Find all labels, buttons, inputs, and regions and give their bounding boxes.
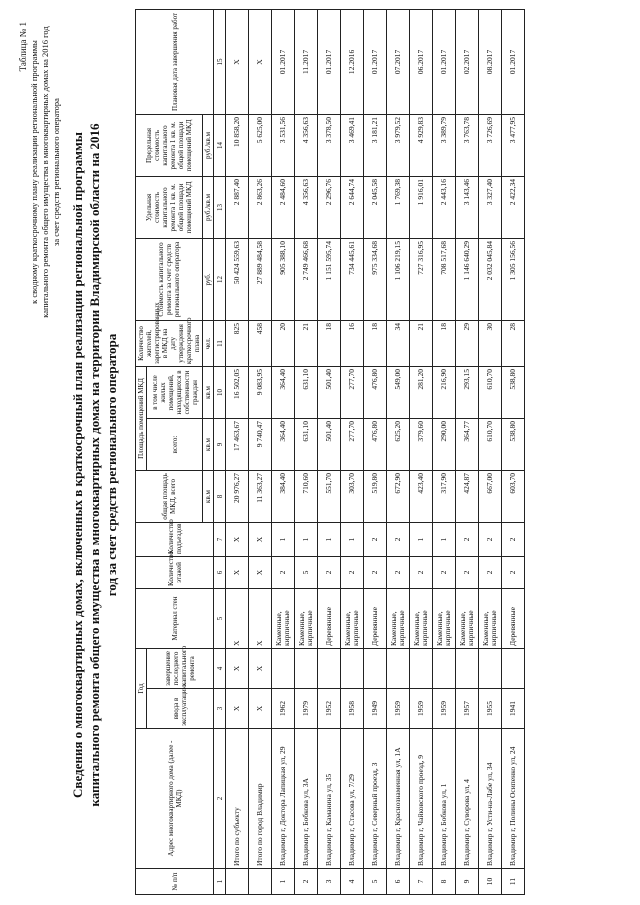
cell-repair-cost: 1 305 156,56: [502, 238, 525, 320]
col-year-last-repair: завершение последнего капитального ремонта: [147, 648, 214, 688]
cell-repair-cost: 1 151 595,74: [318, 238, 341, 320]
cell-unit-cost: 3 143,46: [456, 176, 479, 238]
cell-max-unit-cost: 3 726,69: [479, 114, 502, 176]
cell-total-area: 603,70: [502, 470, 525, 522]
cell-repair-cost: 727 316,95: [410, 238, 433, 320]
col-no: № п/п: [136, 869, 214, 895]
cell-address: Владимир г, Стасова ул, 7/29: [341, 729, 364, 869]
cell-residents: 18: [364, 320, 387, 366]
table-row: [341, 9, 364, 894]
cell-premises-residential: 16 502,05: [226, 366, 249, 418]
cell-repair-cost: 2 032 045,84: [479, 238, 502, 320]
cell-premises-residential: 476,80: [364, 366, 387, 418]
table-row: [433, 9, 456, 894]
cell-floors: 2: [318, 556, 341, 588]
cell-wall-material: Каменные, кирпичные: [479, 588, 502, 648]
cell-max-unit-cost: 3 378,50: [318, 114, 341, 176]
cell-max-unit-cost: 3 531,56: [272, 114, 295, 176]
cell-entrances: 2: [479, 522, 502, 556]
cell-premises-total: 290,00: [433, 418, 456, 470]
column-number: 5: [214, 588, 226, 648]
col-year-commission: ввода в эксплуатацию: [147, 689, 214, 729]
cell-premises-total: 610,70: [479, 418, 502, 470]
cell-year-last-repair: [433, 648, 456, 688]
column-number: 14: [214, 114, 226, 176]
table-number: Таблица № 1: [18, 22, 28, 72]
cell-max-unit-cost: 4 356,63: [295, 114, 318, 176]
cell-residents: 18: [433, 320, 456, 366]
cell-wall-material: Деревянные: [364, 588, 387, 648]
cell-year-commission: 1959: [387, 689, 410, 729]
cell-premises-residential: 216,90: [433, 366, 456, 418]
col-wall-material: Материал стен: [136, 588, 214, 648]
cell-unit-cost: 2 422,34: [502, 176, 525, 238]
cell-address: Владимир г, Бобкова ул, 3А: [295, 729, 318, 869]
column-number: 8: [214, 470, 226, 522]
cell-planned-date: 11.2017: [295, 9, 318, 114]
cell-premises-total: 631,10: [295, 418, 318, 470]
cell-total-area: 519,80: [364, 470, 387, 522]
cell-address: Владимир г, Полины Осипенко ул, 24: [502, 729, 525, 869]
cell-no: 10: [479, 869, 502, 895]
col-max-unit-cost: Предельная стоимость капитального ремонта 1 кв. м. общей площади помещений МКД: [136, 114, 203, 176]
cell-unit-cost: 3 327,40: [479, 176, 502, 238]
cell-planned-date: 07.2017: [387, 9, 410, 114]
col-planned-date: Плановая дата завершения работ: [136, 9, 214, 114]
cell-address: Владимир г, Каманина ул, 35: [318, 729, 341, 869]
cell-residents: 28: [502, 320, 525, 366]
cell-entrances: 1: [433, 522, 456, 556]
cell-max-unit-cost: 3 763,78: [456, 114, 479, 176]
cell-year-commission: 1952: [318, 689, 341, 729]
cell-entrances: 1: [410, 522, 433, 556]
cell-total-area: 710,60: [295, 470, 318, 522]
table-row: [249, 9, 272, 894]
cell-unit-cost: 2 644,74: [341, 176, 364, 238]
cell-no: [249, 869, 272, 895]
cell-year-commission: X: [226, 689, 249, 729]
cell-entrances: 2: [364, 522, 387, 556]
cell-total-area: 303,70: [341, 470, 364, 522]
unit-max-unit-cost: руб./кв.м: [203, 114, 214, 176]
cell-premises-total: 625,20: [387, 418, 410, 470]
cell-year-commission: 1959: [410, 689, 433, 729]
unit-premises-residential: кв.м: [203, 366, 214, 418]
cell-planned-date: 01.2017: [272, 9, 295, 114]
cell-premises-total: 501,40: [318, 418, 341, 470]
cell-repair-cost: 905 388,10: [272, 238, 295, 320]
column-number: 7: [214, 522, 226, 556]
cell-entrances: X: [226, 522, 249, 556]
cell-premises-residential: 364,40: [272, 366, 295, 418]
cell-repair-cost: 2 749 466,68: [295, 238, 318, 320]
cell-total-area: 424,87: [456, 470, 479, 522]
table-row: [410, 9, 433, 894]
cell-wall-material: Каменные, кирпичные: [295, 588, 318, 648]
cell-no: [226, 869, 249, 895]
cell-no: 2: [295, 869, 318, 895]
unit-residents: чел.: [203, 320, 214, 366]
cell-unit-cost: 2 484,60: [272, 176, 295, 238]
cell-premises-residential: 277,70: [341, 366, 364, 418]
cell-year-last-repair: [410, 648, 433, 688]
cell-floors: 2: [456, 556, 479, 588]
cell-wall-material: Каменные, кирпичные: [410, 588, 433, 648]
cell-repair-cost: 27 889 484,58: [249, 238, 272, 320]
cell-premises-residential: 501,40: [318, 366, 341, 418]
unit-total-area: кв.м: [203, 470, 214, 522]
cell-address: Владимир г, Доктора Лапицкая ул, 29: [272, 729, 295, 869]
houses-table: [135, 9, 525, 895]
column-number: 1: [214, 869, 226, 895]
cell-year-commission: 1979: [295, 689, 318, 729]
cell-year-commission: 1958: [341, 689, 364, 729]
cell-entrances: X: [249, 522, 272, 556]
cell-year-commission: 1959: [433, 689, 456, 729]
cell-unit-cost: 2 863,26: [249, 176, 272, 238]
note-text: к сводному краткосрочному плану реализации региональной программы капитального ремонта общего имущества в многоквартирных домах на 2016 год за счет средств регионального оператора: [29, 26, 61, 318]
cell-wall-material: Каменные, кирпичные: [272, 588, 295, 648]
cell-residents: 20: [272, 320, 295, 366]
cell-entrances: 1: [272, 522, 295, 556]
cell-year-commission: 1941: [502, 689, 525, 729]
cell-residents: 30: [479, 320, 502, 366]
cell-entrances: 2: [387, 522, 410, 556]
cell-year-commission: 1962: [272, 689, 295, 729]
unit-repair-cost: руб.: [203, 238, 214, 320]
cell-residents: 16: [341, 320, 364, 366]
cell-residents: 825: [226, 320, 249, 366]
cell-total-area: 20 976,27: [226, 470, 249, 522]
cell-entrances: 2: [456, 522, 479, 556]
cell-repair-cost: 50 424 559,63: [226, 238, 249, 320]
cell-residents: 18: [318, 320, 341, 366]
cell-max-unit-cost: 10 858,20: [226, 114, 249, 176]
cell-wall-material: Каменные, кирпичные: [456, 588, 479, 648]
cell-total-area: 384,40: [272, 470, 295, 522]
cell-premises-total: 364,40: [272, 418, 295, 470]
column-number: 4: [214, 648, 226, 688]
cell-unit-cost: 2 045,58: [364, 176, 387, 238]
col-premises-area: Площадь помещений МКД: [136, 366, 147, 470]
cell-wall-material: X: [226, 588, 249, 648]
cell-year-commission: 1949: [364, 689, 387, 729]
cell-no: 4: [341, 869, 364, 895]
cell-premises-total: 538,80: [502, 418, 525, 470]
cell-residents: 29: [456, 320, 479, 366]
cell-year-last-repair: [479, 648, 502, 688]
table-row: [502, 9, 525, 894]
cell-wall-material: Деревянные: [502, 588, 525, 648]
cell-entrances: 1: [295, 522, 318, 556]
col-address: Адрес многоквартирного дома (далее - МКД): [136, 729, 214, 869]
cell-premises-residential: 293,15: [456, 366, 479, 418]
cell-floors: 2: [502, 556, 525, 588]
cell-year-last-repair: [456, 648, 479, 688]
cell-residents: 21: [295, 320, 318, 366]
cell-total-area: 551,70: [318, 470, 341, 522]
cell-planned-date: 01.2017: [318, 9, 341, 114]
col-floors: Количество этажей: [136, 556, 214, 588]
cell-address: Владимир г, Усти-на-Лабе ул, 34: [479, 729, 502, 869]
cell-no: 3: [318, 869, 341, 895]
col-residents: Количество жителей, зарегистрированных в МКД на дату утверждения краткосрочного плана: [136, 320, 203, 366]
cell-address: Владимир г, Краснознаменная ул, 1А: [387, 729, 410, 869]
cell-total-area: 667,00: [479, 470, 502, 522]
cell-planned-date: X: [226, 9, 249, 114]
cell-no: 6: [387, 869, 410, 895]
cell-premises-residential: 549,00: [387, 366, 410, 418]
table-row: [318, 9, 341, 894]
cell-wall-material: Каменные, кирпичные: [341, 588, 364, 648]
cell-entrances: 1: [318, 522, 341, 556]
cell-planned-date: 06.2017: [410, 9, 433, 114]
cell-premises-total: 17 463,67: [226, 418, 249, 470]
cell-total-area: 317,90: [433, 470, 456, 522]
cell-year-last-repair: X: [249, 648, 272, 688]
cell-premises-residential: 281,20: [410, 366, 433, 418]
cell-planned-date: 12.2016: [341, 9, 364, 114]
cell-max-unit-cost: 4 929,83: [410, 114, 433, 176]
table-row: [295, 9, 318, 894]
cell-max-unit-cost: 5 625,00: [249, 114, 272, 176]
document-title: Сведения о многоквартирных домах, включенных в краткосрочный план реализации региональной программы капитального ремонта общего имущества в многоквартирных домах на территории Владимирской области на 2016 год за счет средств регионального оператора: [70, 123, 119, 807]
table-row: [456, 9, 479, 894]
cell-wall-material: X: [249, 588, 272, 648]
column-number: 13: [214, 176, 226, 238]
table-row: [479, 9, 502, 894]
cell-floors: 2: [433, 556, 456, 588]
cell-max-unit-cost: 3 389,79: [433, 114, 456, 176]
column-number: 11: [214, 320, 226, 366]
cell-planned-date: 08.2017: [479, 9, 502, 114]
column-number: 6: [214, 556, 226, 588]
cell-unit-cost: 2 443,16: [433, 176, 456, 238]
cell-premises-total: 476,80: [364, 418, 387, 470]
cell-planned-date: X: [249, 9, 272, 114]
column-number: 3: [214, 689, 226, 729]
cell-total-area: 672,90: [387, 470, 410, 522]
cell-repair-cost: 975 334,68: [364, 238, 387, 320]
cell-year-commission: 1955: [479, 689, 502, 729]
cell-no: 5: [364, 869, 387, 895]
cell-wall-material: Каменные, кирпичные: [433, 588, 456, 648]
cell-floors: 2: [364, 556, 387, 588]
col-premises-residential: в том числе жилых помещений, находящихся в собственности граждан: [147, 366, 203, 418]
cell-no: 8: [433, 869, 456, 895]
cell-planned-date: 01.2017: [433, 9, 456, 114]
cell-premises-residential: 9 083,95: [249, 366, 272, 418]
cell-year-last-repair: [318, 648, 341, 688]
cell-planned-date: 01.2017: [364, 9, 387, 114]
cell-residents: 34: [387, 320, 410, 366]
cell-premises-residential: 610,70: [479, 366, 502, 418]
cell-repair-cost: 734 445,61: [341, 238, 364, 320]
col-premises-total: всего:: [147, 418, 203, 470]
cell-floors: X: [226, 556, 249, 588]
table-row: [226, 9, 249, 894]
cell-address: Владимир г, Северный проезд, 3: [364, 729, 387, 869]
cell-total-area: 423,40: [410, 470, 433, 522]
col-total-area: общая площадь МКД, всего: [136, 470, 203, 522]
column-numbers-row: [214, 9, 226, 894]
cell-entrances: 2: [502, 522, 525, 556]
cell-unit-cost: 4 356,63: [295, 176, 318, 238]
cell-address: Владимир г, Чайковского проезд, 9: [410, 729, 433, 869]
cell-max-unit-cost: 3 979,52: [387, 114, 410, 176]
cell-no: 1: [272, 869, 295, 895]
cell-premises-total: 9 740,47: [249, 418, 272, 470]
cell-residents: 21: [410, 320, 433, 366]
cell-floors: 5: [295, 556, 318, 588]
cell-wall-material: Деревянные: [318, 588, 341, 648]
cell-max-unit-cost: 3 181,21: [364, 114, 387, 176]
cell-address: Итого по город Владимир: [249, 729, 272, 869]
cell-unit-cost: 1 769,38: [387, 176, 410, 238]
cell-floors: 2: [387, 556, 410, 588]
table-row: [364, 9, 387, 894]
cell-repair-cost: 1 146 640,29: [456, 238, 479, 320]
cell-premises-total: 277,70: [341, 418, 364, 470]
unit-unit-cost: руб./кв.м: [203, 176, 214, 238]
column-number: 10: [214, 366, 226, 418]
cell-address: Владимир г, Бобкова ул, 1: [433, 729, 456, 869]
cell-no: 7: [410, 869, 433, 895]
cell-repair-cost: 708 517,68: [433, 238, 456, 320]
table-body: [214, 9, 525, 894]
col-year: Год: [136, 648, 147, 728]
table-row: [387, 9, 410, 894]
cell-max-unit-cost: 3 469,41: [341, 114, 364, 176]
column-number: 9: [214, 418, 226, 470]
cell-planned-date: 02.2017: [456, 9, 479, 114]
column-number: 12: [214, 238, 226, 320]
cell-address: Итого по субъекту: [226, 729, 249, 869]
cell-year-commission: 1957: [456, 689, 479, 729]
cell-year-last-repair: [272, 648, 295, 688]
cell-floors: 2: [410, 556, 433, 588]
cell-floors: X: [249, 556, 272, 588]
cell-year-last-repair: [364, 648, 387, 688]
table-note: [18, 22, 61, 322]
cell-premises-residential: 631,10: [295, 366, 318, 418]
cell-entrances: 1: [341, 522, 364, 556]
column-number: 2: [214, 729, 226, 869]
column-number: 15: [214, 9, 226, 114]
cell-year-last-repair: X: [226, 648, 249, 688]
cell-premises-total: 364,77: [456, 418, 479, 470]
cell-unit-cost: 2 296,76: [318, 176, 341, 238]
cell-no: 11: [502, 869, 525, 895]
cell-year-last-repair: [502, 648, 525, 688]
cell-no: 9: [456, 869, 479, 895]
cell-floors: 2: [272, 556, 295, 588]
cell-unit-cost: 2 887,40: [226, 176, 249, 238]
cell-premises-residential: 538,80: [502, 366, 525, 418]
cell-max-unit-cost: 3 477,95: [502, 114, 525, 176]
cell-planned-date: 01.2017: [502, 9, 525, 114]
table-row: [272, 9, 295, 894]
cell-wall-material: Каменные, кирпичные: [387, 588, 410, 648]
col-unit-cost: Удельная стоимость капитального ремонта 1 кв. м. общей площади помещений МКД: [136, 176, 203, 238]
cell-total-area: 11 363,27: [249, 470, 272, 522]
col-entrances: Количество подъездов: [136, 522, 214, 556]
cell-residents: 458: [249, 320, 272, 366]
cell-address: Владимир г, Суворова ул, 4: [456, 729, 479, 869]
cell-floors: 2: [341, 556, 364, 588]
cell-floors: 2: [479, 556, 502, 588]
col-repair-cost: Стоимость капитального ремонта за счет средств регионального оператора: [136, 238, 203, 320]
cell-repair-cost: 1 106 219,15: [387, 238, 410, 320]
cell-premises-total: 379,60: [410, 418, 433, 470]
cell-year-commission: X: [249, 689, 272, 729]
cell-year-last-repair: [295, 648, 318, 688]
unit-premises-total: кв.м: [203, 418, 214, 470]
cell-unit-cost: 1 916,01: [410, 176, 433, 238]
cell-year-last-repair: [341, 648, 364, 688]
cell-year-last-repair: [387, 648, 410, 688]
